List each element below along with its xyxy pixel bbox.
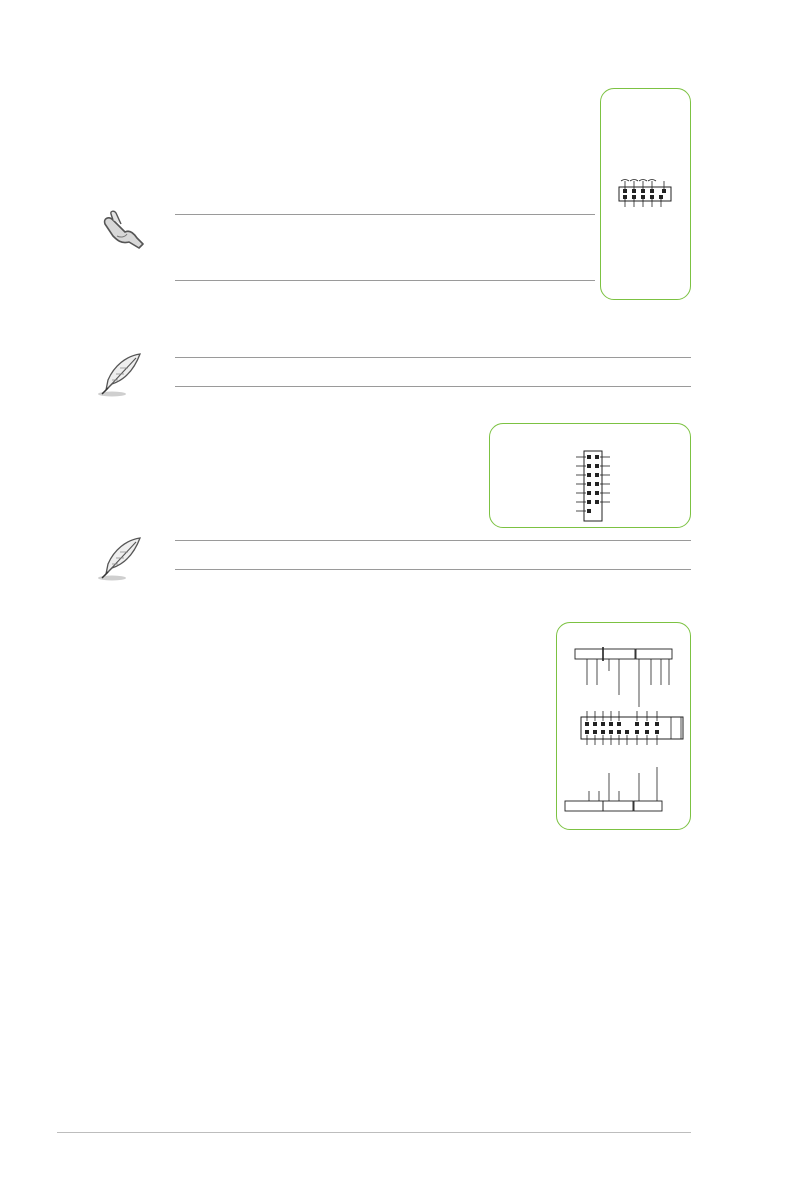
caution-top-rule: [175, 214, 595, 215]
feather-pen-icon: [96, 534, 144, 582]
note-2-bottom-rule: [175, 569, 691, 570]
com-pin-header: [490, 424, 692, 529]
note-2-top-rule: [175, 540, 691, 541]
usb-header-diagram: [600, 88, 691, 300]
hand-icon: [99, 210, 145, 250]
feather-pen-icon: [96, 350, 144, 398]
usb-pin-header: [601, 89, 692, 301]
footer-rule: [57, 1132, 691, 1133]
panel-pin-header: [557, 623, 692, 831]
note-1-top-rule: [175, 357, 691, 358]
note-1-bottom-rule: [175, 386, 691, 387]
caution-bottom-rule: [175, 280, 595, 281]
com-header-diagram: [489, 423, 691, 528]
panel-header-diagram: [556, 622, 691, 830]
